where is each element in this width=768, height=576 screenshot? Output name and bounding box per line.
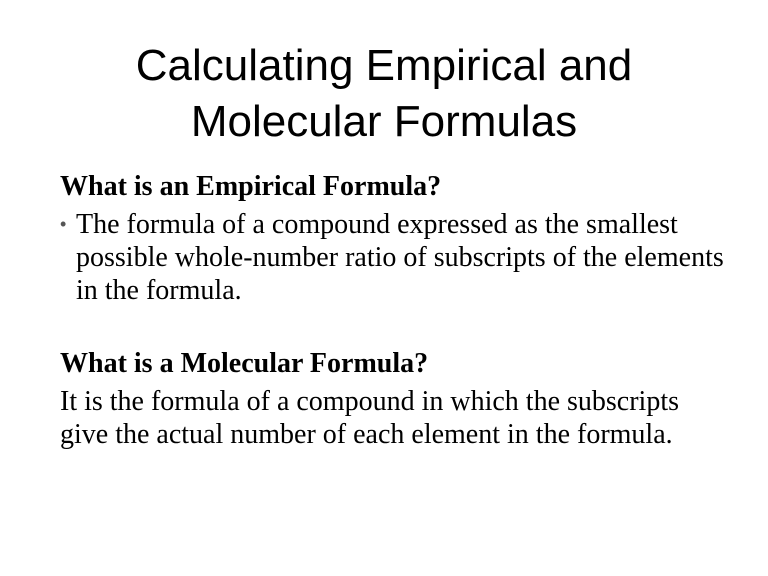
molecular-formula-definition: It is the formula of a compound in which the subscripts give the actual number of each element in the formula.: [60, 386, 679, 450]
slide-body: [60, 170, 730, 451]
slide-title-line-2: Molecular Formulas: [190, 97, 578, 146]
slide-title-line-1: Calculating Empirical and: [135, 41, 633, 90]
empirical-formula-definition: The formula of a compound expressed as the smallest possible whole-number ratio of subscripts of the elements in the formula.: [76, 209, 724, 306]
molecular-formula-heading: What is a Molecular Formula?: [60, 348, 429, 379]
slide-title: [40, 38, 728, 150]
empirical-formula-heading: What is an Empirical Formula?: [60, 171, 442, 202]
bullet-icon: •: [60, 214, 67, 234]
empirical-formula-bullet: [60, 208, 730, 307]
